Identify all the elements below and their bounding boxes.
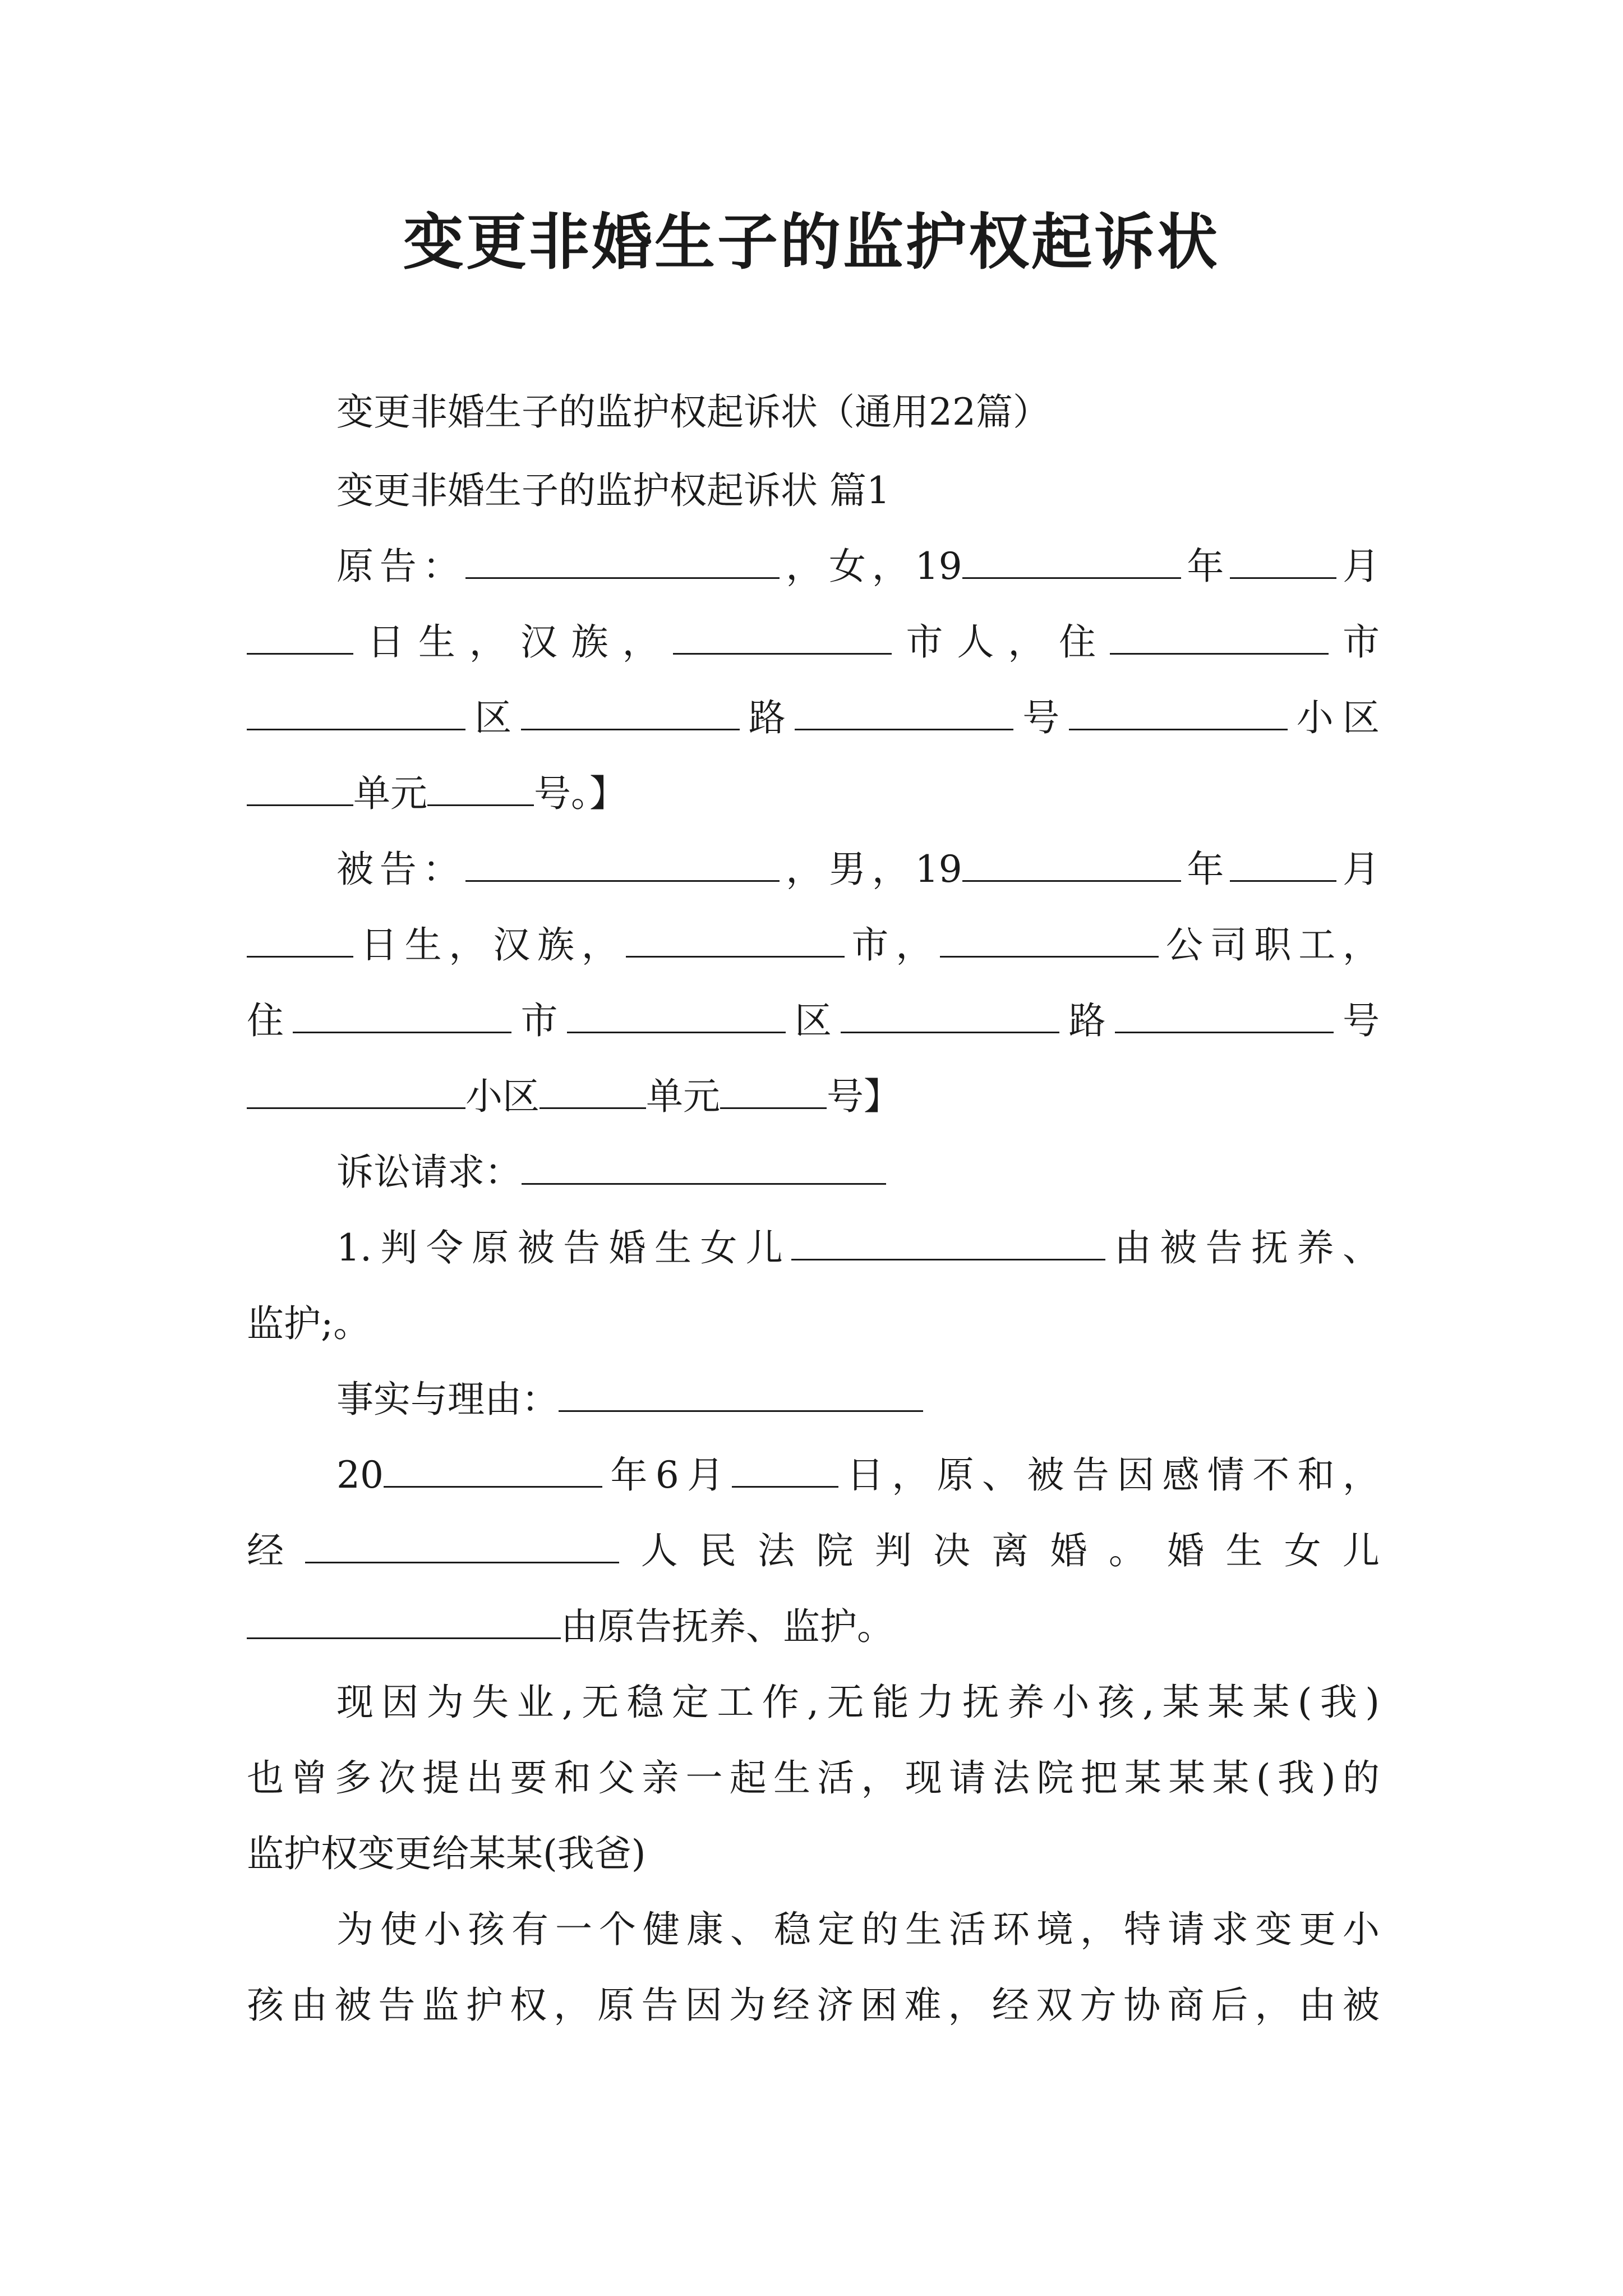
text-segment: 年6月 <box>602 1453 732 1497</box>
blank-field[interactable] <box>247 695 465 730</box>
text-segment: 由被告抚养、 <box>1105 1226 1380 1269</box>
blank-field[interactable] <box>962 846 1181 882</box>
blank-field[interactable] <box>841 998 1059 1033</box>
blank-field[interactable] <box>732 1452 838 1488</box>
blank-field[interactable] <box>247 1604 561 1639</box>
blank-field[interactable] <box>567 998 786 1033</box>
blank-field[interactable] <box>626 922 845 958</box>
blank-field[interactable] <box>673 619 892 655</box>
text-segment: 人民法院判决离婚。婚生女儿 <box>619 1529 1380 1572</box>
text-segment: 也曾多次提出要和父亲一起生活，现请法院把某某某(我)的 <box>247 1756 1380 1800</box>
text-segment: 监护权变更给某某(我爸) <box>247 1832 646 1875</box>
section-heading <box>336 466 1380 516</box>
claim-1-line-2 <box>247 1299 1380 1349</box>
text-segment: 区 <box>465 696 521 739</box>
text-segment: 公司职工， <box>1159 923 1380 967</box>
blank-field[interactable] <box>940 922 1159 958</box>
defendant-line-1 <box>336 844 1380 895</box>
subtitle-text: 变更非婚生子的监护权起诉状（通用22篇） <box>336 390 1050 434</box>
text-segment: 市 <box>511 999 567 1042</box>
claims-heading <box>336 1147 1380 1198</box>
blank-field[interactable] <box>559 1377 923 1412</box>
paragraph-line <box>336 1677 1380 1728</box>
blank-field[interactable] <box>522 1149 886 1185</box>
blank-field[interactable] <box>247 1074 465 1109</box>
blank-field[interactable] <box>465 846 780 882</box>
text-segment: 号。】 <box>534 772 626 815</box>
text-segment: 1.判令原被告婚生女儿 <box>336 1226 792 1269</box>
paragraph-line <box>336 1904 1380 1955</box>
text-segment: 市， <box>844 923 940 967</box>
text-segment: 路 <box>1059 999 1115 1042</box>
plaintiff-line-3 <box>247 693 1380 743</box>
defendant-line-4 <box>247 1071 1380 1122</box>
plaintiff-line-4 <box>247 769 1380 819</box>
text-segment: 经 <box>247 1529 306 1572</box>
blank-field[interactable] <box>1230 544 1336 579</box>
text-segment: 被告： <box>336 848 466 891</box>
blank-field[interactable] <box>540 1074 646 1109</box>
subtitle-line <box>336 387 1380 438</box>
text-segment: 孩由被告监护权，原告因为经济困难，经双方协商后，由被 <box>247 1984 1380 2027</box>
text-segment: 事实与理由： <box>336 1378 559 1421</box>
defendant-line-3 <box>247 996 1380 1046</box>
blank-field[interactable] <box>247 771 353 806</box>
section-heading-text: 变更非婚生子的监护权起诉状 篇1 <box>336 469 890 512</box>
text-segment: 20 <box>336 1453 384 1497</box>
text-segment: 日生，汉族， <box>353 923 626 967</box>
text-segment: 号 <box>1013 696 1069 739</box>
text-segment: 号】 <box>827 1075 901 1118</box>
text-segment: 号 <box>1333 999 1380 1042</box>
document-title: 变更非婚生子的监护权起诉状 <box>403 208 1220 278</box>
blank-field[interactable] <box>247 619 353 655</box>
text-segment: 原告： <box>336 545 466 588</box>
blank-field[interactable] <box>305 1528 619 1563</box>
blank-field[interactable] <box>293 998 511 1033</box>
paragraph-line <box>247 1980 1380 2031</box>
defendant-line-2 <box>247 920 1380 970</box>
text-segment: ，女，19 <box>780 545 962 588</box>
blank-field[interactable] <box>384 1452 602 1488</box>
blank-field[interactable] <box>1230 846 1336 882</box>
text-segment: ，男，19 <box>780 848 962 891</box>
paragraph-line <box>247 1753 1380 1803</box>
blank-field[interactable] <box>720 1074 827 1109</box>
text-segment: 为使小孩有一个健康、稳定的生活环境，特请求变更小 <box>336 1908 1380 1951</box>
blank-field[interactable] <box>427 771 534 806</box>
text-segment: 区 <box>785 999 841 1042</box>
blank-field[interactable] <box>465 544 780 579</box>
plaintiff-line-2 <box>247 617 1380 668</box>
text-segment: 月 <box>1336 545 1380 588</box>
plaintiff-line-1 <box>336 541 1380 592</box>
blank-field[interactable] <box>1110 619 1329 655</box>
facts-line-1 <box>336 1450 1380 1501</box>
text-segment: 市人，住 <box>892 620 1110 664</box>
text-segment: 现因为失业,无稳定工作,无能力抚养小孩,某某某(我) <box>336 1681 1380 1724</box>
blank-field[interactable] <box>962 544 1181 579</box>
facts-heading <box>336 1374 1380 1425</box>
text-segment: 监护;。 <box>247 1302 371 1345</box>
text-segment: 日生，汉族， <box>353 620 674 664</box>
text-segment: 住 <box>247 999 293 1042</box>
text-segment: 月 <box>1336 848 1380 891</box>
text-segment: 小区 <box>465 1075 540 1118</box>
facts-line-3 <box>247 1602 1380 1652</box>
text-segment: 年 <box>1181 545 1230 588</box>
blank-field[interactable] <box>1115 998 1334 1033</box>
text-segment: 路 <box>739 696 795 739</box>
blank-field[interactable] <box>247 922 353 958</box>
text-segment: 年 <box>1181 848 1230 891</box>
text-segment: 小区 <box>1287 696 1380 739</box>
text-segment: 诉讼请求： <box>336 1151 522 1194</box>
blank-field[interactable] <box>795 695 1013 730</box>
text-segment: 单元 <box>353 772 427 815</box>
blank-field[interactable] <box>791 1225 1105 1260</box>
text-segment: 由原告抚养、监护。 <box>561 1605 894 1648</box>
paragraph-line <box>247 1829 1380 1879</box>
claim-1-line-1 <box>336 1223 1380 1273</box>
facts-line-2 <box>247 1526 1380 1576</box>
blank-field[interactable] <box>521 695 740 730</box>
text-segment: 日，原、被告因感情不和， <box>838 1453 1380 1497</box>
blank-field[interactable] <box>1069 695 1288 730</box>
text-segment: 市 <box>1329 620 1380 664</box>
text-segment: 单元 <box>646 1075 720 1118</box>
